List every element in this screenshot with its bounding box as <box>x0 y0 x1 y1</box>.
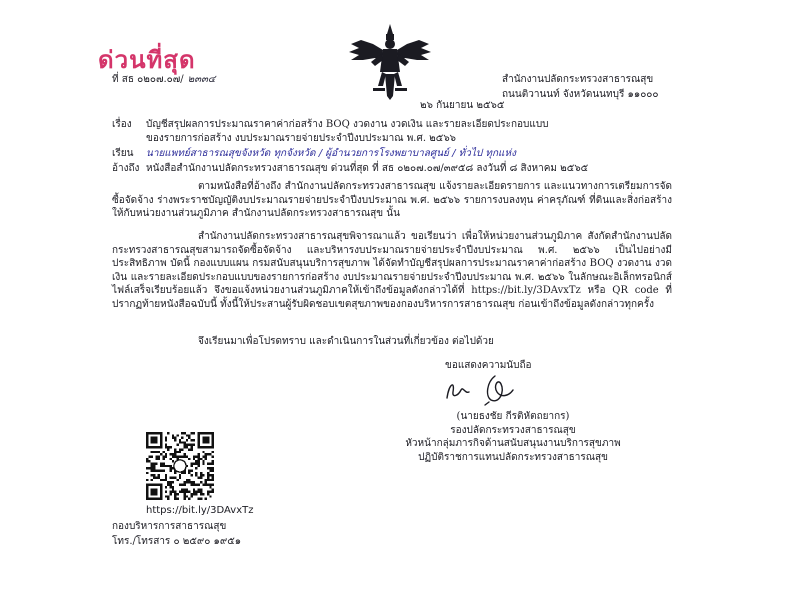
footer-division: กองบริหารการสาธารณสุข <box>112 521 227 532</box>
subject-label: เรื่อง <box>112 119 132 130</box>
document-number <box>112 72 216 87</box>
paragraph-2 <box>112 230 672 311</box>
footer-contact <box>112 519 241 549</box>
paragraph-3-text: จึงเรียนมาเพื่อโปรดทราบ และดำเนินการในส่วนที่เกี่ยวข้อง ต่อไปด้วย <box>198 336 494 347</box>
qr-url[interactable]: https://bit.ly/3DAvxTz <box>146 505 254 516</box>
reference-label: อ้างถึง <box>112 163 140 174</box>
handwritten-signature-icon <box>425 372 535 406</box>
subject-row-2 <box>112 132 456 146</box>
signer-title-3: ปฏิบัติราชการแทนปลัดกระทรวงสาธารณสุข <box>418 451 608 463</box>
signer-block <box>398 410 628 464</box>
subject-line-2: ของรายการก่อสร้าง งบประมาณรายจ่ายประจำปีงบประมาณ พ.ศ. ๒๕๖๖ <box>146 133 457 144</box>
subject-row <box>112 118 549 132</box>
recipient-row <box>112 147 516 161</box>
office-address: ถนนติวานนท์ จังหวัดนนทบุรี ๑๑๐๐๐ <box>502 89 659 100</box>
signer-title-2: หัวหน้ากลุ่มภารกิจด้านสนับสนุนงานบริการสุขภาพ <box>405 438 621 449</box>
document-number-handwritten: ๒๓๓๔ <box>187 74 216 85</box>
reference-text: หนังสือสำนักงานปลัดกระทรวงสาธารณสุข ด่วนที่สุด ที่ สธ ๐๒๐๗.๐๗/๓๙๕๘ ลงวันที่ ๘ สิงหาคม ๒๕๖๕ <box>146 163 589 174</box>
reference-row <box>112 162 588 176</box>
recipient-text: นายแพทย์สาธารณสุขจังหวัด ทุกจังหวัด / ผู้อำนวยการโรงพยาบาลศูนย์ / ทั่วไป ทุกแห่ง <box>146 148 516 159</box>
sender-office <box>502 72 659 102</box>
qr-code-icon[interactable] <box>146 432 214 500</box>
footer-phone: โทร./โทรสาร ๐ ๒๕๙๐ ๑๙๕๑ <box>112 536 242 547</box>
paragraph-1-text: ตามหนังสือที่อ้างถึง สำนักงานปลัดกระทรวงสาธารณสุข แจ้งรายละเอียดรายการ และแนวทางการเตรียมการจัดซื้อจัดจ้าง ร่างพระราชบัญญัติงบประมาณรายจ่ายประจำปีงบประมาณ พ.ศ. ๒๕๖๖ รายการงบลงทุน ค่าครุภัณฑ์ ที่ดินและสิ่งก่อสร้าง ให้กับหน่วยงานส่วนภูมิภาค สำนักงานปลัดกระทรวงสาธารณสุข นั้น <box>112 181 672 219</box>
subject-line-1: บัญชีสรุปผลการประมาณราคาค่าก่อสร้าง BOQ งวดงาน งวดเงิน และรายละเอียดประกอบแบบ <box>146 119 549 130</box>
office-name: สำนักงานปลัดกระทรวงสาธารณสุข <box>502 74 654 85</box>
recipient-label: เรียน <box>112 148 134 159</box>
signer-name: (นายธงชัย กีรติหัตถยากร) <box>456 411 570 422</box>
signer-title-1: รองปลัดกระทรวงสาธารณสุข <box>450 424 576 436</box>
paragraph-1 <box>112 180 672 221</box>
closing-salutation: ขอแสดงความนับถือ <box>445 360 532 371</box>
urgent-stamp: ด่วนที่สุด <box>98 46 196 74</box>
paragraph-2-text: สำนักงานปลัดกระทรวงสาธารณสุขพิจารณาแล้ว ขอเรียนว่า เพื่อให้หน่วยงานส่วนภูมิภาค สังกัดสำนักงานปลัดกระทรวงสาธารณสุขสามารถจัดซื้อจัดจ้าง และบริหารงบประมาณรายจ่ายประจำปีงบประมาณ พ.ศ. ๒๕๖๖ เป็นไปอย่างมีประสิทธิภาพ บัดนี้ กองแบบแผน กรมสนับสนุนบริการสุขภาพ ได้จัดทำบัญชีสรุปผลการประมาณราคาค่าก่อสร้าง BOQ งวดงาน งวดเงิน และรายละเอียดประกอบแบบของรายการก่อสร้าง งบประมาณรายจ่ายประจำปีงบประมาณ พ.ศ. ๒๕๖๖ ในลักษณะอิเล็กทรอนิกส์ไฟล์เสร็จเรียบร้อยแล้ว จึงขอแจ้งหน่วยงานส่วนภูมิภาคให้เข้าถึงข้อมูลดังกล่าวได้ที่ https://bit.ly/3DAvxTz หรือ QR code ที่ปรากฏท้ายหนังสือฉบับนี้ ทั้งนี้ให้ประสานผู้รับผิดชอบเขตสุขภาพของกองบริหารการสาธารณสุข ก่อนเข้าถึงข้อมูลดังกล่าวทุกครั้ง <box>112 231 672 310</box>
paragraph-3 <box>112 335 672 349</box>
garuda-emblem-icon <box>345 22 435 102</box>
document-number-prefix: ที่ สธ ๐๒๐๗.๐๗/ <box>112 74 184 85</box>
document-date: ๒๖ กันยายน ๒๕๖๕ <box>420 100 505 111</box>
